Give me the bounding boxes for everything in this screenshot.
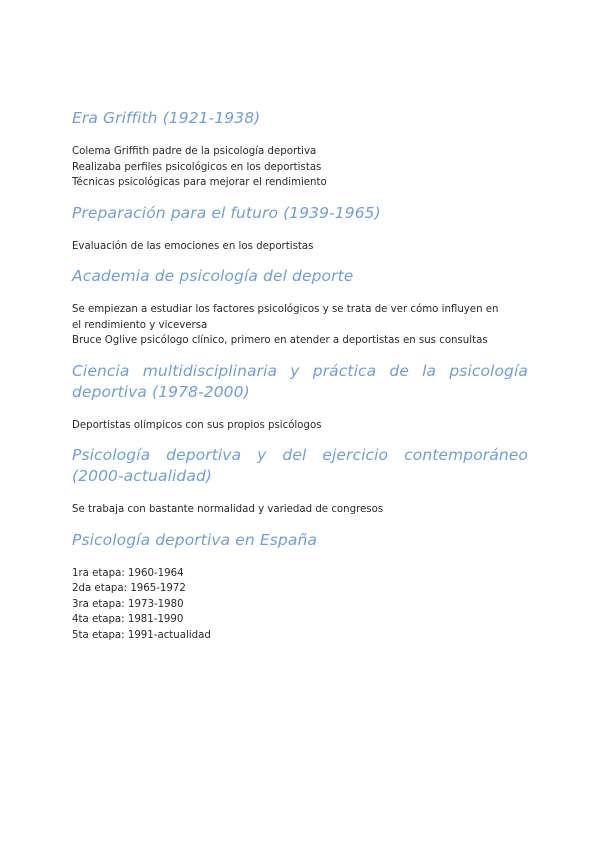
body-line: Bruce Oglive psicólogo clínico, primero en atender a deportistas en sus consultas [72,335,488,346]
section-heading: Psicología deportiva en España [72,530,317,549]
body-line: Realizaba perfiles psicológicos en los deportistas [72,161,322,173]
section-heading: Preparación para el futuro (1939-1965) [72,203,381,222]
section-body [72,239,528,255]
body-line: Deportistas olímpicos con sus propios psicólogos [72,419,322,431]
section-era-griffith [72,108,528,191]
body-line: 2da etapa: 1965-1972 [72,583,186,594]
body-line: Colema Griffith padre de la psicología deportiva [72,146,317,157]
body-line: Se trabaja con bastante normalidad y variedad de congresos [72,504,384,515]
body-line: 3ra etapa: 1973-1980 [72,598,184,610]
body-line: 4ta etapa: 1981-1990 [72,614,184,625]
section-academia [72,266,528,349]
body-line: el rendimiento y viceversa [72,319,208,331]
section-preparacion-futuro [72,203,528,255]
section-body [72,566,528,644]
body-line: 1ra etapa: 1960-1964 [72,567,184,579]
section-contemporaneo [72,445,528,518]
body-line: Se empiezan a estudiar los factores psicológicos y se trata de ver cómo influyen en [72,304,499,315]
document-page [72,108,528,655]
body-line: 5ta etapa: 1991-actualidad [72,629,211,641]
body-line: Técnicas psicológicas para mejorar el rendimiento [72,177,327,188]
section-heading: Psicología deportiva y del ejercicio contemporáneo (2000-actualidad) [72,446,528,485]
body-line: Evaluación de las emociones en los deportistas [72,240,314,252]
section-heading: Academia de psicología del deporte [72,267,354,285]
section-body [72,144,528,191]
section-heading: Era Griffith (1921-1938) [72,109,261,127]
section-heading: Ciencia multidisciplinaria y práctica de la psicología deportiva (1978-2000) [72,361,528,401]
section-ciencia-multidisciplinaria [72,361,528,434]
section-body [72,302,528,349]
section-body [72,418,528,434]
section-body [72,502,528,518]
section-espana [72,530,528,644]
